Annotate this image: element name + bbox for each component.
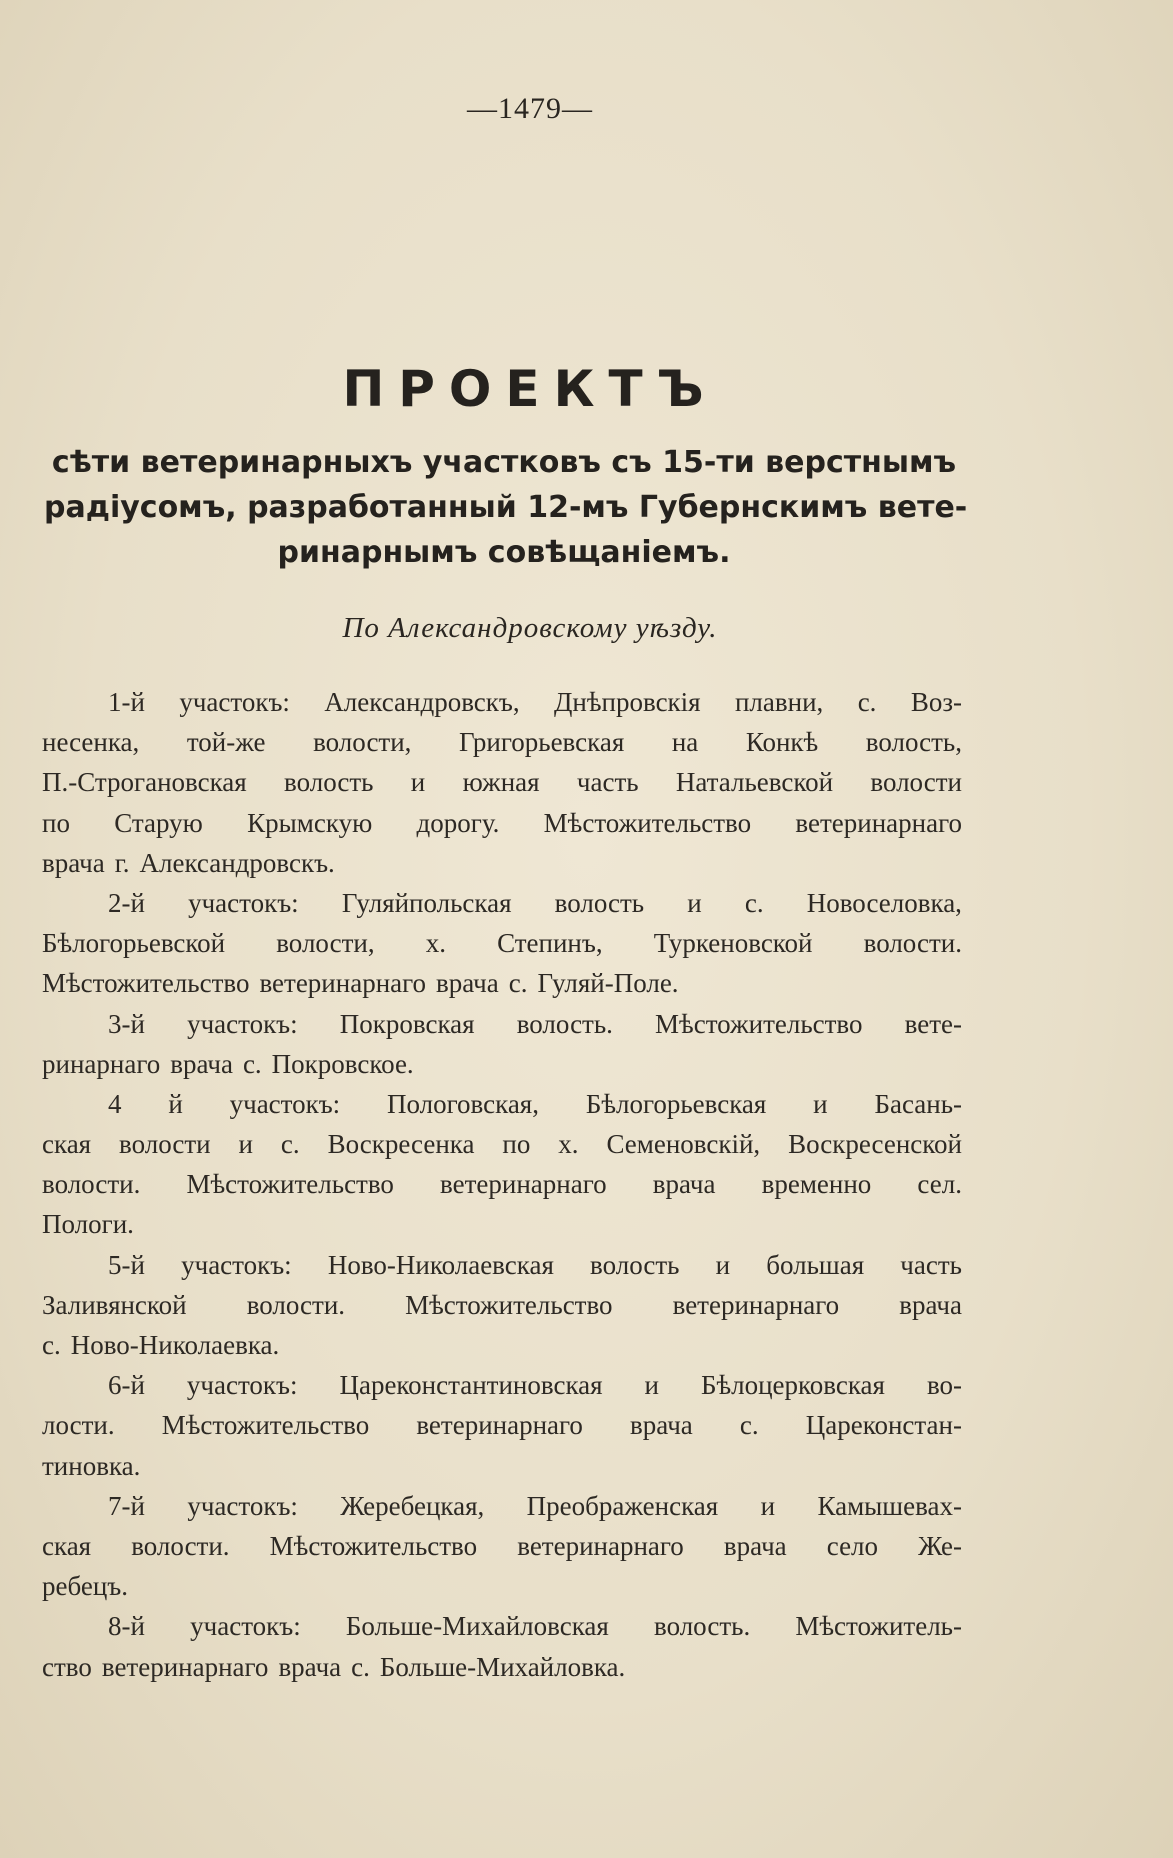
body-line: тиновка. xyxy=(42,1450,141,1481)
body-line: ская волости. Мѣстожительство ветеринарнаго врача село Же- xyxy=(42,1530,962,1561)
body-line: 8-й участокъ: Больше-Михайловская волость. Мѣстожитель- xyxy=(108,1611,962,1642)
body-line: волости. Мѣстожительство ветеринарнаго врача временно сел. xyxy=(42,1169,962,1200)
body-line: с. Ново-Николаевка. xyxy=(42,1330,280,1360)
body-line: Мѣстожительство ветеринарнаго врача с. Гуляй-Поле. xyxy=(42,968,679,999)
subtitle-line: радіусомъ, разработанный 12-мъ Губернскимъ вете- xyxy=(44,490,968,525)
body-line: ская волости и с. Воскресенка по х. Семеновскій, Воскресенской xyxy=(42,1129,962,1160)
document-title: ПРОЕКТЪ xyxy=(342,360,718,418)
document-body xyxy=(42,682,962,1687)
body-line: по Старую Крымскую дорогу. Мѣстожительство ветеринарнаго xyxy=(42,807,962,838)
page-number: —1479— xyxy=(467,92,593,125)
body-line: ринарнаго врача с. Покровское. xyxy=(42,1048,414,1079)
body-line: П.-Строгановская волость и южная часть Натальевской волости xyxy=(42,767,962,798)
body-line: лости. Мѣстожительство ветеринарнаго врача с. Цареконстан- xyxy=(42,1410,962,1441)
body-line: Пологи. xyxy=(42,1209,134,1240)
body-line: 7-й участокъ: Жеребецкая, Преображенская и Камышевах- xyxy=(108,1490,962,1521)
body-line: 3-й участокъ: Покровская волость. Мѣстожительство вете- xyxy=(108,1008,962,1039)
body-line: Бѣлогорьевской волости, х. Степинъ, Туркеновской волости. xyxy=(42,928,962,959)
body-line: Заливянской волости. Мѣстожительство ветеринарнаго врача xyxy=(42,1289,962,1320)
body-line: 4 й участокъ: Пологовская, Бѣлогорьевская и Басань- xyxy=(108,1088,962,1119)
body-line: ребецъ. xyxy=(42,1571,129,1602)
district-heading: По Александровскому уѣзду. xyxy=(342,612,718,644)
body-line: 5-й участокъ: Ново-Николаевская волость и большая часть xyxy=(108,1249,962,1280)
body-line: несенка, той-же волости, Григорьевская на Конкѣ волость, xyxy=(42,727,962,758)
document-subtitle xyxy=(44,440,968,575)
body-line: 2-й участокъ: Гуляйпольская волость и с. Новоселовка, xyxy=(108,887,962,918)
body-line: 1-й участокъ: Александровскъ, Днѣпровскія плавни, с. Воз- xyxy=(108,687,962,717)
body-line: ство ветеринарнаго врача с. Больше-Михайловка. xyxy=(42,1651,626,1682)
body-line: 6-й участокъ: Цареконстантиновская и Бѣлоцерковская во- xyxy=(108,1370,962,1401)
body-line: врача г. Александровскъ. xyxy=(42,847,335,878)
subtitle-line: ринарнымъ совѣщаніемъ. xyxy=(277,535,731,570)
subtitle-line: сѣти ветеринарныхъ участковъ съ 15-ти верстнымъ xyxy=(51,445,957,480)
